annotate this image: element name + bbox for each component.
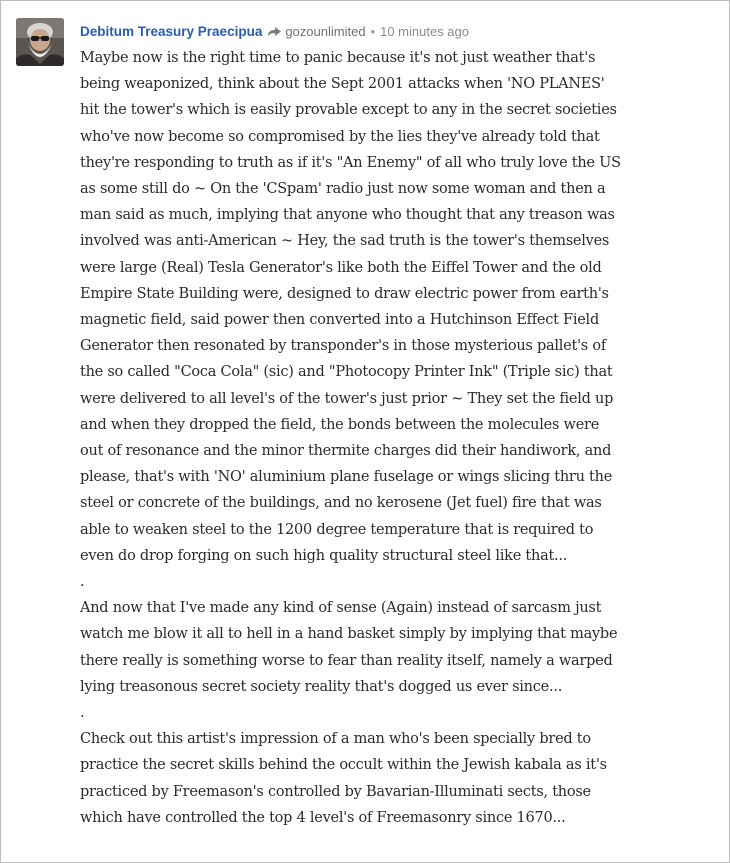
comment-paragraph-3: Check out this artist's impression of a man who's been specially bred to practice the secret skills behind the occult within the Jewish kabala as it's practiced by Freemason's controlled by Bavarian-Illuminati sects, those which have controlled the top 4 level's of Freemasonry since 1670... xyxy=(80,731,607,826)
reply-arrow-icon xyxy=(267,25,282,37)
meta-separator: • xyxy=(370,23,376,39)
comment-paragraph-2: And now that I've made any kind of sense (Again) instead of sarcasm just watch me blow it all to hell in a hand basket simply by implying that maybe there really is something worse to fear than reality itself, namely a warped lying treasonous secret society reality that's dogged us ever since... xyxy=(80,600,618,695)
reply-to-user-link[interactable]: gozounlimited xyxy=(285,23,366,39)
comment-body xyxy=(80,45,720,831)
paragraph-separator: . xyxy=(80,705,85,722)
comment-timestamp[interactable]: 10 minutes ago xyxy=(380,23,470,39)
comment-meta xyxy=(80,21,469,41)
avatar-image xyxy=(16,18,64,66)
paragraph-separator: . xyxy=(80,574,85,591)
comment-paragraph-1: Maybe now is the right time to panic because it's not just weather that's being weaponized, think about the Sept 2001 attacks when 'NO PLANES' hit the tower's which is easily provable except to any in the secret societies who've now become so compromised by the lies they've already told that they're responding to truth as if it's "An Enemy" of all who truly love the US as some still do ~ On the 'CSpam' radio just now some woman and then a man said as much, implying that anyone who thought that any treason was involved was anti-American ~ Hey, the sad truth is the tower's themselves were large (Real) Tesla Generator's like both the Eiffel Tower and the old Empire State Building were, designed to draw electric power from earth's magnetic field, said power then converted into a Hutchinson Effect Field Generator then resonated by transponder's in those mysterious pallet's of the so called "Coca Cola" (sic) and "Photocopy Printer Ink" (Triple sic) that were delivered to all level's of the tower's just prior ~ They set the field up and when they dropped the field, the bonds between the molecules were out of resonance and the minor thermite charges did their handiwork, and please, that's with 'NO' aluminium plane fuselage or wings slicing thru the steel or concrete of the buildings, and no kerosene (Jet fuel) fire that was able to weaken steel to the 1200 degree temperature that is required to even do drop forging on such high quality structural steel like that... xyxy=(80,50,621,564)
user-avatar[interactable] xyxy=(16,18,64,66)
author-name-link[interactable]: Debitum Treasury Praecipua xyxy=(80,23,263,39)
